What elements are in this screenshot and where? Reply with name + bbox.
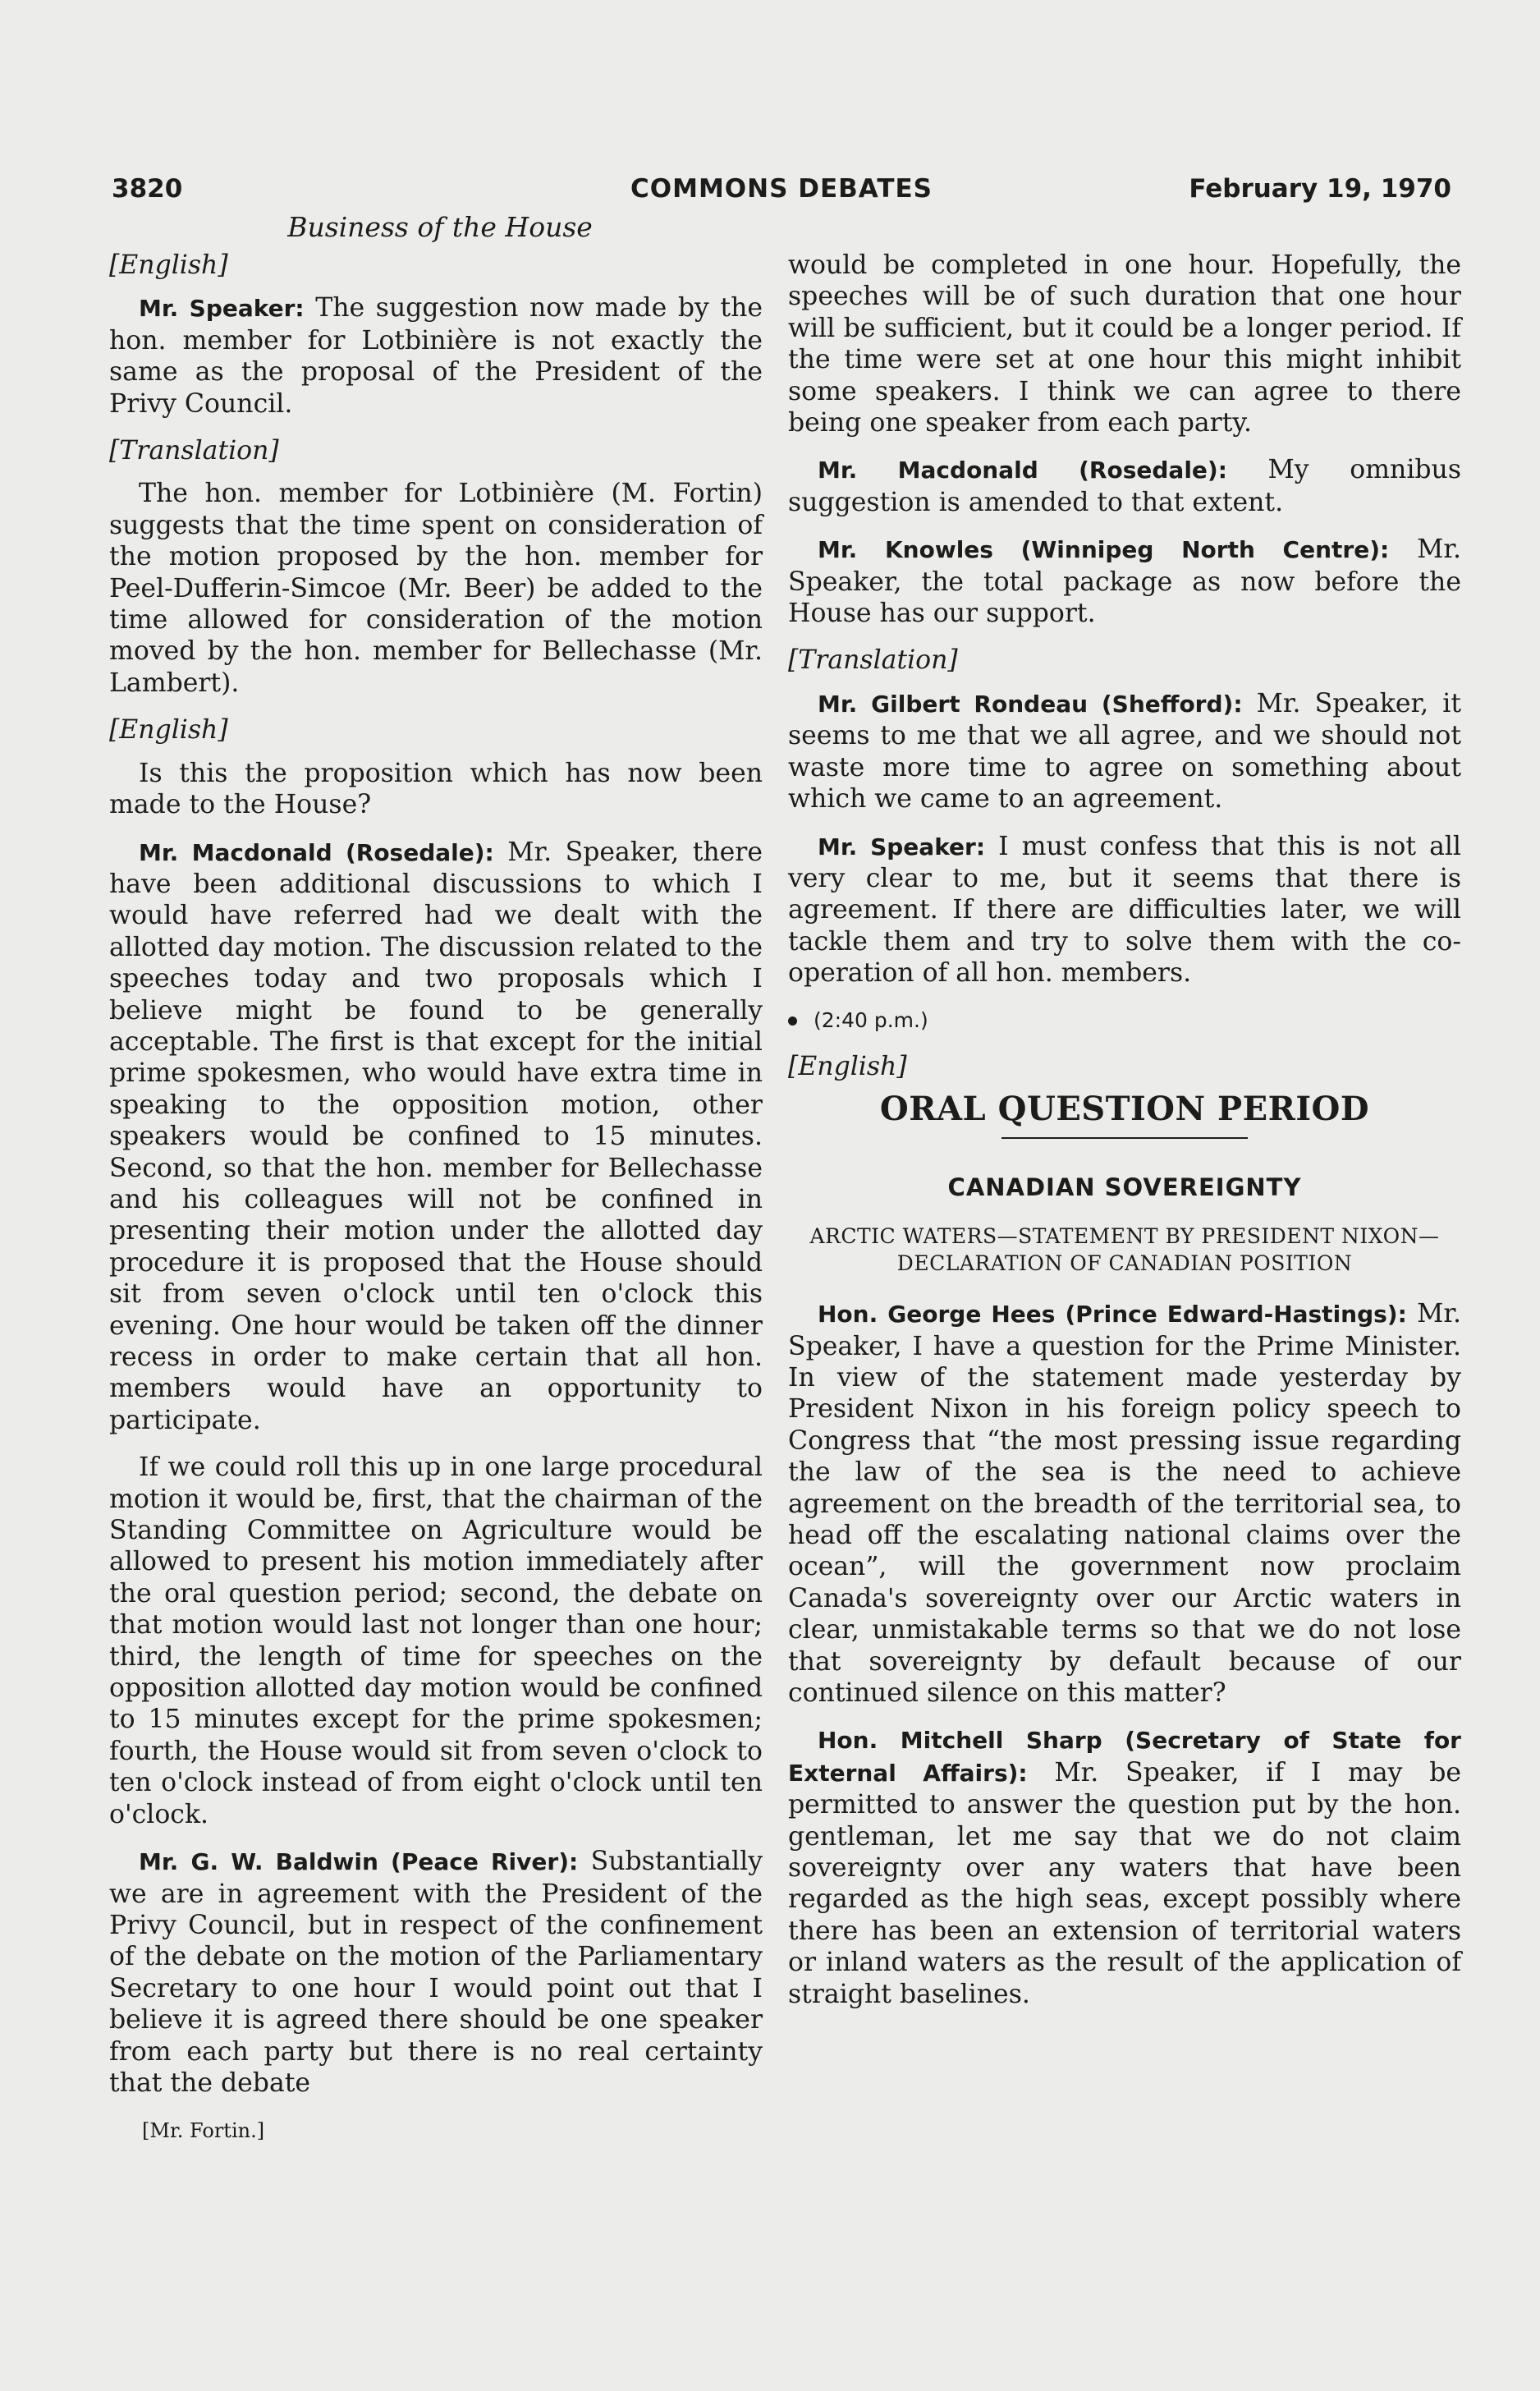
paragraph: If we could roll this up in one large procedural motion it would be, first, that the chairman of the Standing Committee on Agriculture would be allowed to present his motion immediately after the oral question period; second, the debate on that motion would last not longer than one hour; third, the length of time for speeches on the opposition allotted day motion would be confined to 15 minutes except for the prime spokesmen; fourth, the House would sit from seven o'clock to ten o'clock instead of from eight o'clock until ten o'clock.: [109, 1452, 763, 1829]
section-heading: Business of the House: [287, 211, 593, 243]
subject-heading: CANADIAN SOVEREIGNTY: [947, 1173, 1302, 1201]
paragraph-text: Mr. Speaker, it seems to me that we all agree, and we should not waste more time to agree on something about which we came to an agreement.: [788, 688, 1461, 815]
paragraph: [109, 292, 763, 420]
language-marker: [English]: [109, 715, 228, 746]
bullet-icon: [788, 1017, 797, 1026]
speaker-name: Mr. Gilbert Rondeau (Shefford):: [818, 690, 1243, 718]
speaker-name: Mr. Speaker:: [818, 833, 986, 860]
paragraph: would be completed in one hour. Hopefully, the speeches will be of such duration that one hour will be sufficient, but it could be a longer period. If the time were set at one hour this might inhibit some speakers. I think we can agree to there being one speaker from each party.: [788, 250, 1461, 438]
paragraph-text: I must confess that this is not all very clear to me, but it seems that there is agreement. If there are difficulties later, we will tackle them and try to solve them with the co-operation of all hon. members.: [788, 831, 1461, 989]
paragraph: The hon. member for Lotbinière (M. Fortin) suggests that the time spent on consideration of the motion proposed by the hon. member for Peel-Dufferin-Simcoe (Mr. Beer) be added to the time allowed for consideration of the motion moved by the hon. member for Bellechasse (Mr. Lambert).: [109, 479, 763, 698]
paragraph-text: Mr. Speaker, if I may be permitted to answer the question put by the hon. gentleman, let me say that we do not claim sovereignty over any waters that have been regarded as the high seas, except possibly where there has been an extension of territorial waters or inland waters as the result of the application of straight baselines.: [788, 1757, 1462, 2009]
right-column: [788, 250, 1461, 2026]
speaker-name: Hon. Mitchell Sharp (Secretary of State for External Affairs):: [788, 1727, 1461, 1787]
paragraph: [788, 534, 1461, 629]
language-marker: [Translation]: [109, 436, 279, 466]
page-number: 3820: [112, 174, 183, 204]
paragraph: [788, 1298, 1461, 1709]
paragraph-text: Mr. Speaker, the total package as now before the House has our support.: [788, 535, 1461, 629]
page-header: [112, 174, 1451, 207]
language-marker: [English]: [788, 1051, 907, 1081]
paragraph-text: Substantially we are in agreement with the President of the Privy Council, but in respect of the confinement of the debate on the motion of the Parliamentary Secretary to one hour I would point out that I believe it is agreed there should be one speaker from each party but there is no real certainty that the debate: [109, 1847, 763, 2098]
paragraph: [788, 688, 1461, 815]
speaker-name: Mr. Macdonald (Rosedale):: [139, 838, 494, 866]
left-column: [109, 250, 763, 2147]
speaker-name: Mr. Speaker:: [139, 295, 305, 323]
speaker-name: Hon. George Hees (Prince Edward-Hastings):: [818, 1301, 1407, 1329]
publication-title: COMMONS DEBATES: [630, 174, 933, 204]
paragraph-text: Mr. Speaker, I have a question for the Prime Minister. In view of the statement made yesterday by President Nixon in his foreign policy speech to Congress that “the most pressing issue regarding the law of the sea is the need to achieve agreement on the breadth of the territorial sea, to head off the escalating national claims over the ocean”, will the government now proclaim Canada's sovereignty over our Arctic waters in clear, unmistakable terms so that we do not lose that sovereignty by default because of our continued silence on this matter?: [788, 1299, 1461, 1709]
paragraph: [788, 1724, 1461, 2010]
language-marker: [English]: [109, 250, 228, 280]
speaker-name: Mr. Knowles (Winnipeg North Centre):: [818, 536, 1390, 564]
paragraph: Is this the proposition which has now been made to the House?: [109, 758, 763, 820]
paragraph-text: My omnibus suggestion is amended to that extent.: [788, 455, 1462, 517]
paragraph: [788, 831, 1461, 989]
speaker-name: Mr. Macdonald (Rosedale):: [818, 457, 1227, 484]
speaker-name: Mr. G. W. Baldwin (Peace River):: [139, 1848, 579, 1876]
footnote: [Mr. Fortin.]: [142, 2119, 265, 2143]
publication-date: February 19, 1970: [1189, 174, 1451, 204]
major-heading: ORAL QUESTION PERIOD: [879, 1090, 1370, 1129]
paragraph: [109, 1846, 763, 2099]
language-marker: [Translation]: [788, 645, 958, 676]
timestamp: [788, 1005, 1461, 1036]
paragraph: [109, 837, 763, 1437]
paragraph-text: Mr. Speaker, there have been additional discussions to which I would have referred had we dealt with the allotted day motion. The discussion related to the speeches today and two proposals which I believe might be found to be generally acceptable. The first is that except for the initial prime spokesmen, who would have extra time in speaking to the opposition motion, other speakers would be confined to 15 minutes. Second, so that the hon. member for Bellechasse and his colleagues will not be confined in presenting their motion under the allotted day procedure it is proposed that the House should sit from seven o'clock until ten o'clock this evening. One hour would be taken off the dinner recess in order to make certain that all hon. members would have an opportunity to participate.: [109, 837, 763, 1435]
heading-rule: [1001, 1137, 1248, 1139]
paragraph-text: The suggestion now made by the hon. member for Lotbinière is not exactly the same as the proposal of the President of the Privy Council.: [109, 293, 763, 419]
topic-heading: ARCTIC WATERS—STATEMENT BY PRESIDENT NIXON—DECLARATION OF CANADIAN POSITION: [809, 1224, 1440, 1276]
paragraph: [788, 454, 1461, 518]
timestamp-text: (2:40 p.m.): [814, 1007, 928, 1032]
